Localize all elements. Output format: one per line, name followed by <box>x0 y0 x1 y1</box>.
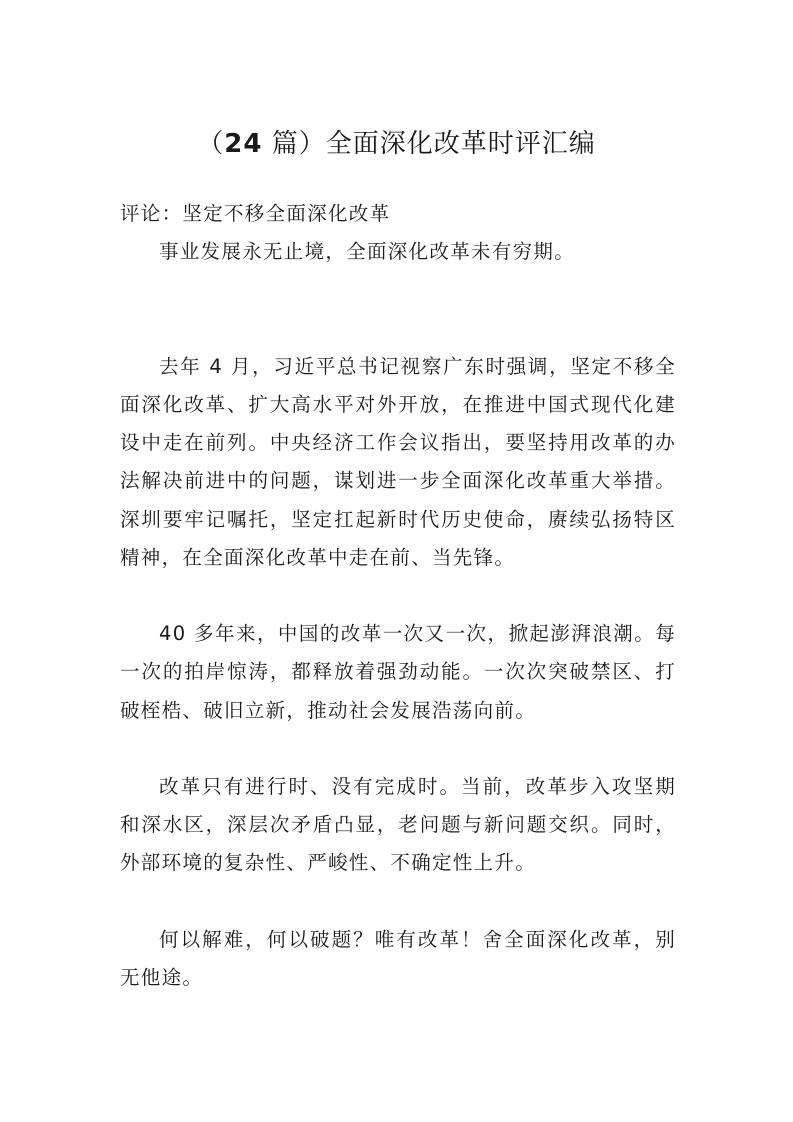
section-subtitle: 评论：坚定不移全面深化改革 <box>120 202 391 225</box>
paragraph-spacer <box>120 883 676 921</box>
title-number: 24 <box>224 129 263 159</box>
document-title <box>0 122 793 166</box>
paragraph-spacer <box>120 271 676 309</box>
paragraph-1: 事业发展永无止境，全面深化改革未有穷期。 <box>159 240 576 264</box>
paragraph-spacer <box>120 310 676 348</box>
paragraph-spacer <box>120 577 676 615</box>
title-prefix: （ <box>197 129 225 159</box>
paragraph-spacer <box>120 730 676 768</box>
title-text: 篇）全面深化改革时评汇编 <box>262 129 596 159</box>
paragraph-4: 改革只有进行时、没有完成时。当前，改革步入攻坚期和深水区，深层次矛盾凸显，老问题与新问题交织。同时，外部环境的复杂性、严峻性、不确定性上升。 <box>120 774 676 875</box>
document-body <box>120 195 676 997</box>
paragraph-3: 40 多年来，中国的改革一次又一次，掀起澎湃浪潮。每一次的拍岸惊涛，都释放着强劲动能。一次次突破禁区、打破桎梏、破旧立新，推动社会发展浩荡向前。 <box>120 622 676 722</box>
paragraph-5: 何以解难，何以破题？唯有改革！舍全面深化改革，别无他途。 <box>120 927 676 989</box>
paragraph-2: 去年 4 月，习近平总书记视察广东时强调，坚定不移全面深化改革、扩大高水平对外开放，在推进中国式现代化建设中走在前列。中央经济工作会议指出，要坚持用改革的办法解决前进中的问题，谋划进一步全面深化改革重大举措。深圳要牢记嘱托，坚定扛起新时代历史使命，赓续弘扬特区精神，在全面深化改革中走在前、当先锋。 <box>120 354 676 569</box>
